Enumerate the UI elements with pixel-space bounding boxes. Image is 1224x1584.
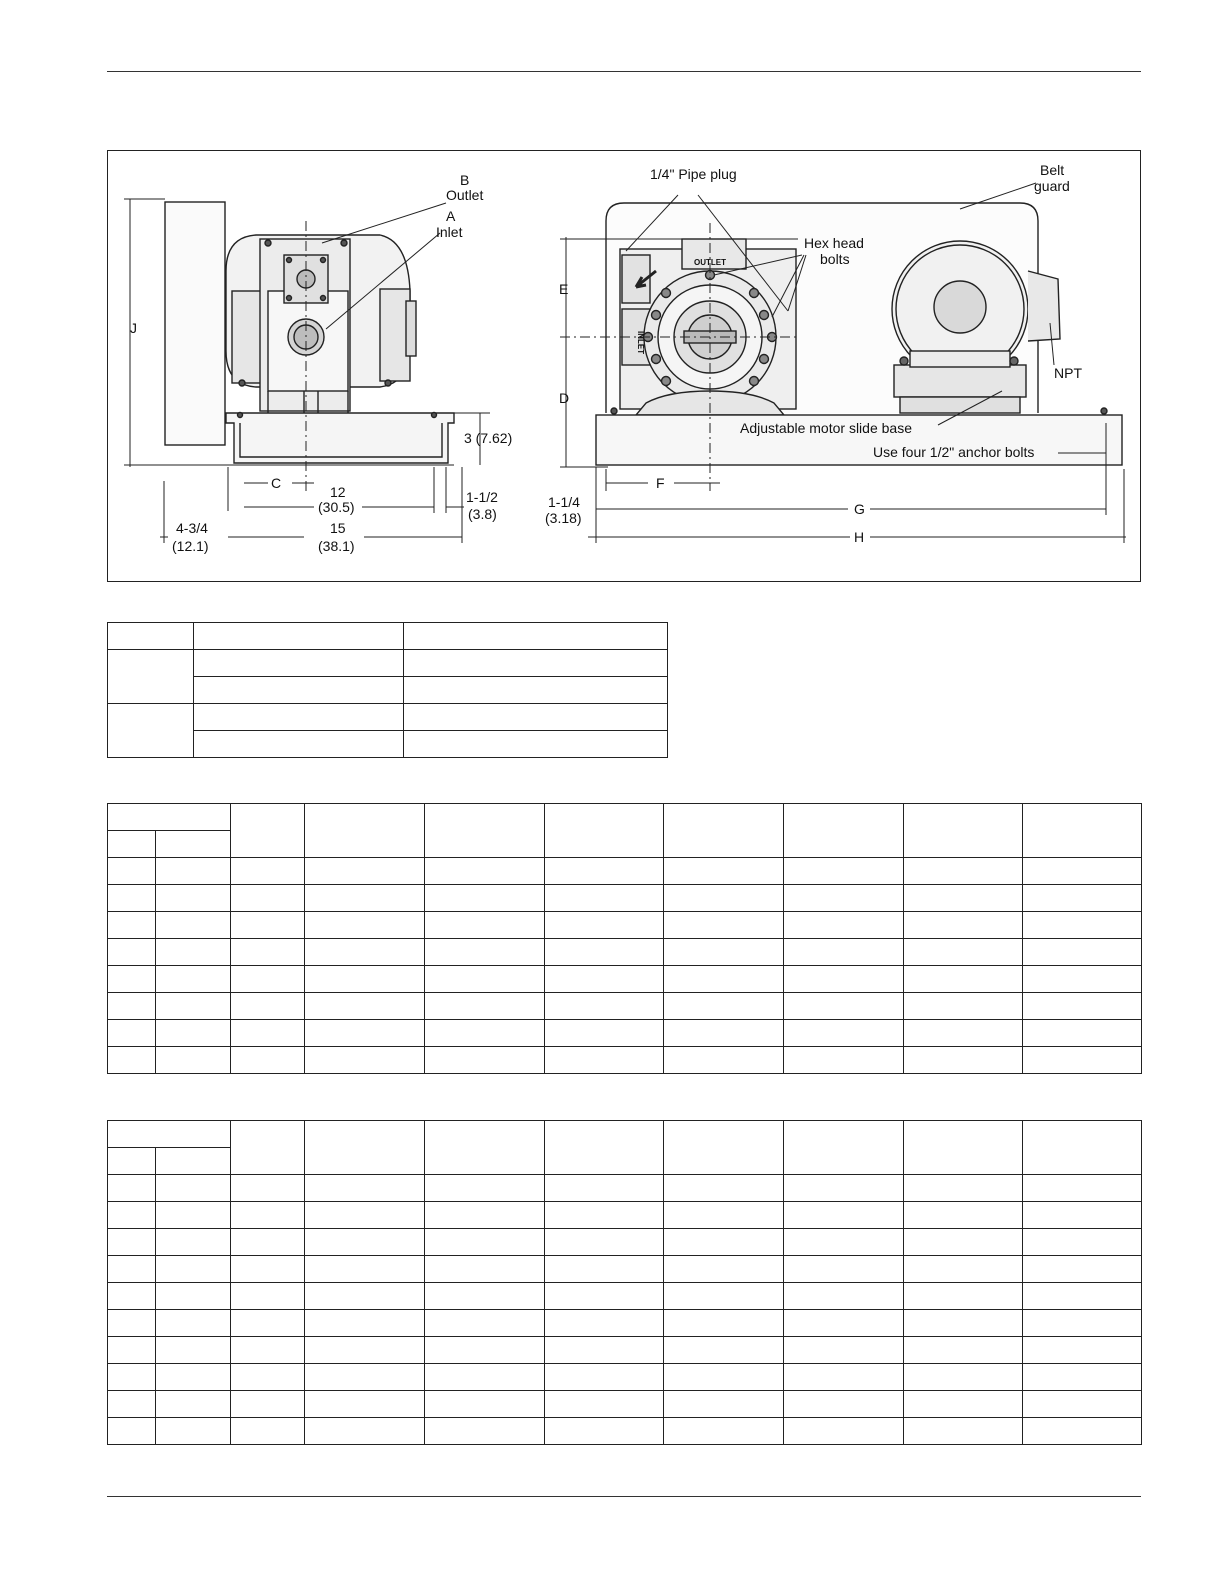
pump-dimension-drawing (107, 150, 1141, 582)
table-row (108, 1337, 1142, 1364)
table-row (108, 912, 1142, 939)
end-view (165, 202, 454, 491)
label-e: E (559, 281, 569, 297)
options-table (107, 622, 668, 758)
table-row (108, 993, 1142, 1020)
table-row (108, 858, 1142, 885)
label-d: D (559, 390, 570, 406)
table-row (108, 650, 668, 677)
label-f: F (656, 475, 665, 491)
label-dim-4-3-4: 4-3/4 (176, 520, 208, 536)
table-header-row (108, 1121, 1142, 1148)
label-outlet: Outlet (446, 187, 484, 203)
nameplate-outlet: OUTLET (694, 258, 726, 267)
label-bolts: bolts (820, 251, 850, 267)
label-pipe-plug: 1/4" Pipe plug (650, 166, 737, 182)
table-header-row (108, 804, 1142, 831)
footer-rule (107, 1496, 1141, 1497)
label-inlet: Inlet (436, 224, 463, 240)
label-dim-1-1-4-cm: (3.18) (545, 510, 582, 526)
label-dim-15: 15 (330, 520, 346, 536)
header-rule (107, 71, 1141, 72)
label-guard: guard (1034, 178, 1070, 194)
dimension-table-2 (107, 1120, 1142, 1445)
label-slide-base: Adjustable motor slide base (740, 420, 912, 436)
table-row (108, 1229, 1142, 1256)
label-npt: NPT (1054, 365, 1082, 381)
table-row (108, 1310, 1142, 1337)
table-row (108, 1364, 1142, 1391)
label-hex-head: Hex head (804, 235, 864, 251)
table-row (108, 939, 1142, 966)
label-dim-12: 12 (330, 484, 346, 500)
label-c: C (271, 475, 282, 491)
table-row (108, 1175, 1142, 1202)
label-belt: Belt (1040, 162, 1065, 178)
label-dim-12-cm: (30.5) (318, 499, 355, 515)
table-row (108, 704, 668, 731)
dimension-table-1 (107, 803, 1142, 1074)
label-g: G (854, 501, 865, 517)
label-a: A (446, 208, 456, 224)
label-dim-4-3-4-cm: (12.1) (172, 538, 209, 554)
table-row (108, 1020, 1142, 1047)
table-row (108, 1202, 1142, 1229)
table-row (108, 1283, 1142, 1310)
table-row (108, 1418, 1142, 1445)
label-dim-15-cm: (38.1) (318, 538, 355, 554)
label-b: B (460, 172, 470, 188)
table-row (108, 1047, 1142, 1074)
table-row (108, 1391, 1142, 1418)
table-row (108, 623, 668, 650)
label-dim-1-1-2: 1-1/2 (466, 489, 498, 505)
label-dim-1-1-4: 1-1/4 (548, 494, 580, 510)
label-j: J (130, 320, 137, 336)
table-row (108, 966, 1142, 993)
label-anchor-bolts: Use four 1/2" anchor bolts (873, 444, 1035, 460)
label-dim-3: 3 (7.62) (464, 430, 513, 446)
label-h: H (854, 529, 865, 545)
table-row (108, 1256, 1142, 1283)
table-row (108, 885, 1142, 912)
nameplate-inlet: INLET (636, 331, 645, 355)
label-dim-1-1-2-cm: (3.8) (468, 506, 497, 522)
